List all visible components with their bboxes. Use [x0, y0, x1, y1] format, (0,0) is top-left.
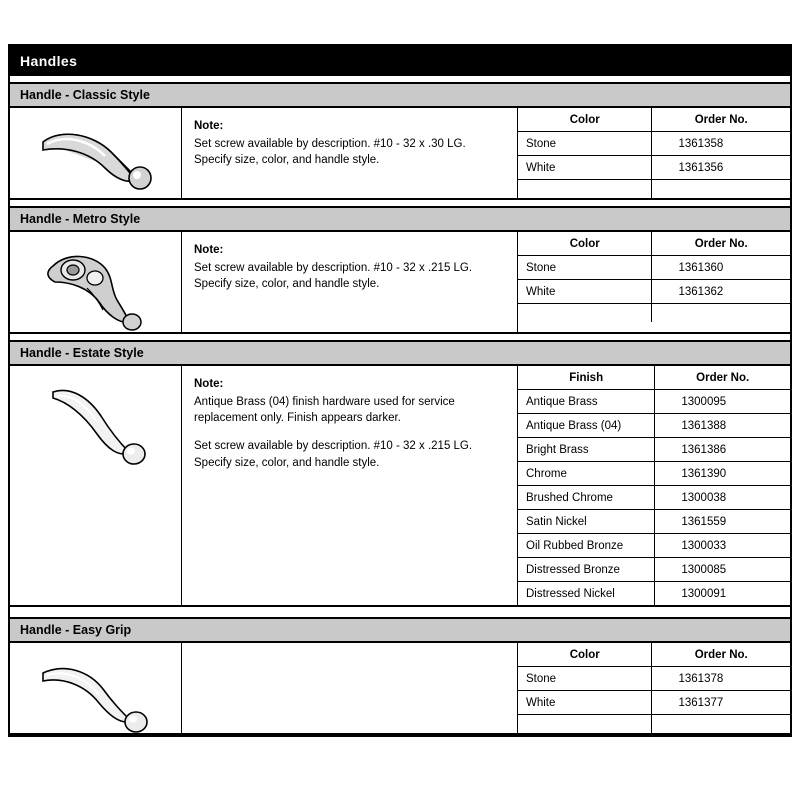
table-row	[518, 414, 790, 438]
cell-order-no: 1361362	[652, 280, 790, 304]
table-row	[518, 691, 790, 715]
handle-metro-illustration	[31, 244, 161, 332]
note-title-metro: Note:	[194, 244, 224, 256]
section-title-classic: Handle - Classic Style	[20, 88, 150, 102]
table-row	[518, 438, 790, 462]
cell-order-no: 1361358	[652, 132, 790, 156]
cell-color: White	[518, 691, 652, 715]
cell-order-no: 1361559	[655, 510, 790, 534]
table-cell-estate	[518, 366, 790, 605]
spacer	[10, 607, 790, 617]
cell-finish: Chrome	[518, 462, 655, 486]
column-header-order-no: Order No.	[652, 108, 790, 132]
note-line-classic-2: Specify size, color, and handle style.	[194, 154, 380, 167]
cell-finish: Distressed Nickel	[518, 582, 655, 606]
section-body-easy-grip	[10, 643, 790, 735]
note-spacer	[194, 427, 505, 438]
filler-cell	[518, 715, 652, 734]
note-line-estate-3: Set screw available by description. #10 - 32 x .215 LG.	[194, 440, 473, 453]
cell-order-no: 1361377	[652, 691, 790, 715]
cell-color: Stone	[518, 132, 652, 156]
cell-order-no: 1361388	[655, 414, 790, 438]
section-header-metro	[10, 206, 790, 232]
table-filler-row	[518, 715, 790, 734]
section-body-classic	[10, 108, 790, 200]
order-table-classic	[518, 108, 790, 198]
page-title-bar	[10, 46, 790, 76]
filler-cell	[518, 304, 652, 323]
note-line-metro-2: Specify size, color, and handle style.	[194, 278, 380, 291]
cell-finish: Oil Rubbed Bronze	[518, 534, 655, 558]
column-header-color: Color	[518, 108, 652, 132]
handle-classic-illustration	[31, 120, 161, 192]
table-row	[518, 510, 790, 534]
cell-finish: Satin Nickel	[518, 510, 655, 534]
table-row	[518, 667, 790, 691]
image-cell-easy-grip	[10, 643, 182, 733]
table-row	[518, 280, 790, 304]
note-line-classic-1: Set screw available by description. #10 - 32 x .30 LG.	[194, 137, 466, 150]
note-cell-easy-grip	[182, 643, 518, 733]
table-row	[518, 256, 790, 280]
image-cell-classic	[10, 108, 182, 198]
table-row	[518, 534, 790, 558]
note-title-classic: Note:	[194, 120, 224, 132]
cell-order-no: 1361378	[652, 667, 790, 691]
section-title-easy-grip: Handle - Easy Grip	[20, 623, 132, 637]
cell-order-no: 1361386	[655, 438, 790, 462]
cell-finish: Bright Brass	[518, 438, 655, 462]
table-row	[518, 486, 790, 510]
image-cell-metro	[10, 232, 182, 332]
table-header-row	[518, 643, 790, 667]
section-body-metro	[10, 232, 790, 334]
table-filler-row	[518, 180, 790, 199]
filler-cell	[652, 715, 790, 734]
column-header-color: Color	[518, 643, 652, 667]
handle-easy-grip-illustration	[31, 655, 161, 733]
cell-color: Stone	[518, 256, 652, 280]
section-title-estate: Handle - Estate Style	[20, 346, 144, 360]
cell-order-no: 1361356	[652, 156, 790, 180]
cell-order-no: 1361360	[652, 256, 790, 280]
image-cell-estate	[10, 366, 182, 605]
filler-cell	[652, 180, 790, 199]
note-line-estate-1: Antique Brass (04) finish hardware used for service	[194, 395, 455, 408]
cell-order-no: 1361390	[655, 462, 790, 486]
order-table-estate	[518, 366, 790, 605]
section-body-estate	[10, 366, 790, 607]
note-cell-metro	[182, 232, 518, 332]
table-filler-row	[518, 304, 790, 323]
cell-finish: Distressed Bronze	[518, 558, 655, 582]
section-header-classic	[10, 82, 790, 108]
table-cell-metro	[518, 232, 790, 332]
table-header-row	[518, 366, 790, 390]
catalog-page	[8, 44, 792, 737]
table-cell-classic	[518, 108, 790, 198]
filler-cell	[652, 304, 790, 323]
section-header-estate	[10, 340, 790, 366]
note-line-estate-4: Specify size, color, and handle style.	[194, 456, 380, 469]
column-header-order-no: Order No.	[655, 366, 790, 390]
note-title-estate: Note:	[194, 378, 224, 390]
cell-order-no: 1300038	[655, 486, 790, 510]
order-table-easy-grip	[518, 643, 790, 733]
table-header-row	[518, 232, 790, 256]
note-cell-estate	[182, 366, 518, 605]
section-header-easy-grip	[10, 617, 790, 643]
cell-finish: Antique Brass (04)	[518, 414, 655, 438]
cell-order-no: 1300091	[681, 587, 727, 600]
column-header-color: Color	[518, 232, 652, 256]
table-row	[518, 156, 790, 180]
column-header-order-no: Order No.	[652, 643, 790, 667]
cell-color: White	[518, 156, 652, 180]
table-row	[518, 462, 790, 486]
section-title-metro: Handle - Metro Style	[20, 212, 141, 226]
note-line-metro-1: Set screw available by description. #10 - 32 x .215 LG.	[194, 261, 473, 274]
order-table-metro	[518, 232, 790, 322]
cell-finish: Antique Brass	[518, 390, 655, 414]
table-row	[518, 582, 790, 606]
cell-finish: Brushed Chrome	[518, 486, 655, 510]
table-header-row	[518, 108, 790, 132]
column-header-order-no: Order No.	[652, 232, 790, 256]
cell-order-no: 1300085	[655, 558, 790, 582]
filler-cell	[518, 180, 652, 199]
note-cell-classic	[182, 108, 518, 198]
cell-color: White	[518, 280, 652, 304]
cell-order-no: 1300095	[655, 390, 790, 414]
table-row	[518, 390, 790, 414]
table-cell-easy-grip	[518, 643, 790, 733]
column-header-finish: Finish	[518, 366, 655, 390]
cell-color: Stone	[518, 667, 652, 691]
cell-order-no: 1300033	[655, 534, 790, 558]
table-row	[518, 558, 790, 582]
page-title: Handles	[20, 53, 78, 69]
handle-estate-illustration	[31, 378, 161, 488]
note-line-estate-2: replacement only. Finish appears darker.	[194, 412, 401, 425]
table-row	[518, 132, 790, 156]
